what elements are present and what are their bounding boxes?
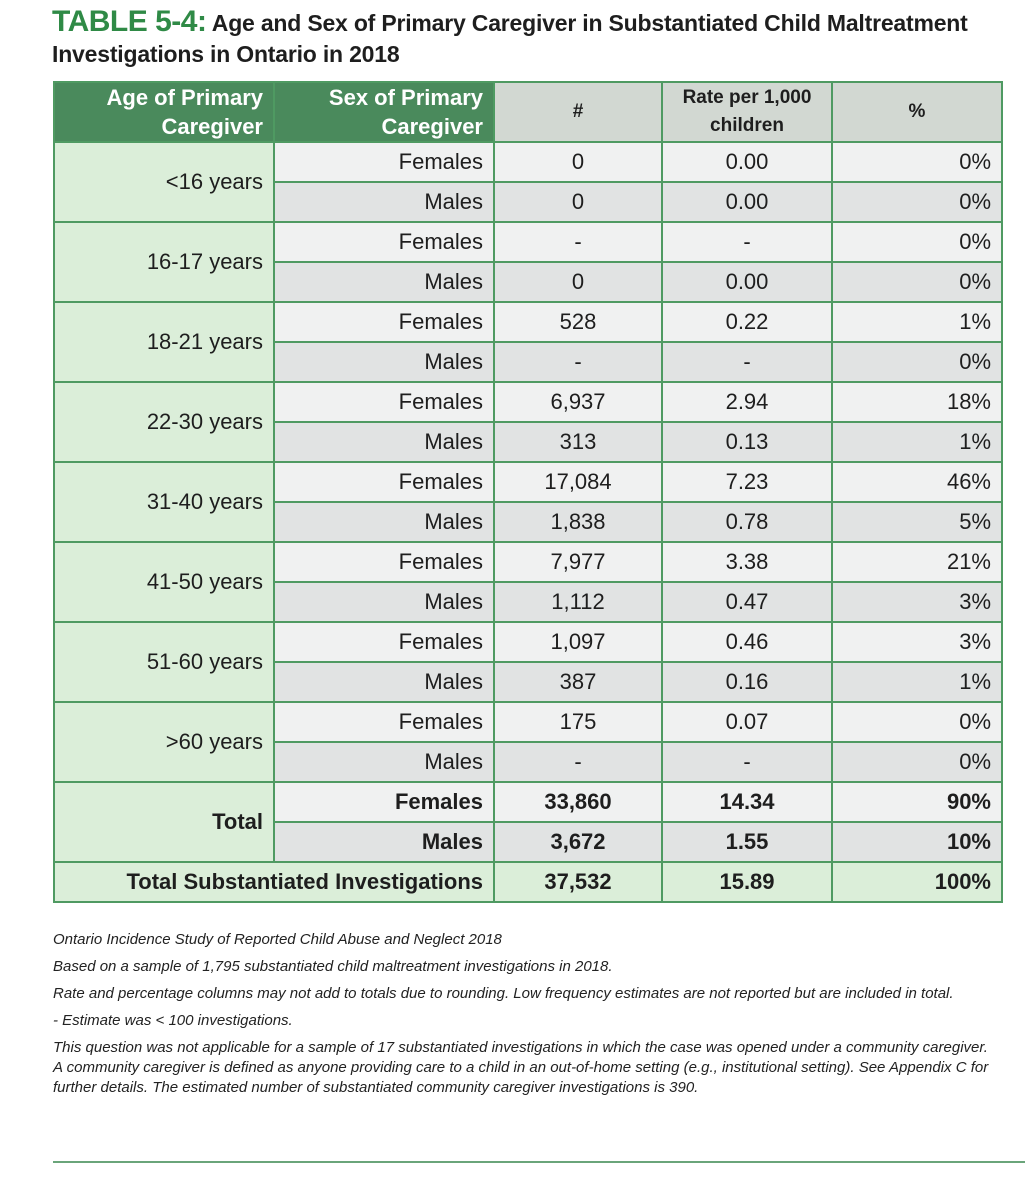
table-number: TABLE 5-4: bbox=[52, 5, 207, 38]
age-group-cell: >60 years bbox=[54, 702, 274, 782]
percent-cell: 21% bbox=[832, 542, 1002, 582]
percent-cell: 0% bbox=[832, 342, 1002, 382]
count-cell: 0 bbox=[494, 262, 662, 302]
header-count: # bbox=[494, 82, 662, 142]
count-cell: 528 bbox=[494, 302, 662, 342]
count-cell: 1,838 bbox=[494, 502, 662, 542]
age-group-cell: 31-40 years bbox=[54, 462, 274, 542]
note-community-caregiver: This question was not applicable for a sample of 17 substantiated investigations in which the case was opened under a community caregiver. A community caregiver is defined as anyone providing care to a child in an out-of-home setting (e.g., institutional setting). See Appendix C for further details. The estimated number of substantiated community caregiver investigations is 390. bbox=[53, 1039, 989, 1096]
sex-cell: Males bbox=[274, 262, 494, 302]
sex-cell: Females bbox=[274, 782, 494, 822]
bottom-divider bbox=[53, 1161, 1025, 1163]
rate-cell: 0.47 bbox=[662, 582, 832, 622]
header-rate: Rate per 1,000 children bbox=[662, 82, 832, 142]
rate-cell: 0.07 bbox=[662, 702, 832, 742]
rate-cell: - bbox=[662, 342, 832, 382]
rate-cell: 2.94 bbox=[662, 382, 832, 422]
count-cell: - bbox=[494, 342, 662, 382]
rate-cell: 0.00 bbox=[662, 262, 832, 302]
count-cell: 0 bbox=[494, 142, 662, 182]
age-group-cell: 22-30 years bbox=[54, 382, 274, 462]
age-group-cell: <16 years bbox=[54, 142, 274, 222]
table-row bbox=[54, 382, 1002, 422]
rate-cell: - bbox=[662, 222, 832, 262]
table-notes bbox=[53, 930, 993, 1105]
grand-total-row bbox=[54, 862, 1002, 902]
rate-cell: 0.78 bbox=[662, 502, 832, 542]
sex-cell: Males bbox=[274, 182, 494, 222]
total-row bbox=[54, 782, 1002, 822]
count-cell: 175 bbox=[494, 702, 662, 742]
count-cell: 313 bbox=[494, 422, 662, 462]
rate-cell: 14.34 bbox=[662, 782, 832, 822]
grand-total-percent: 100% bbox=[832, 862, 1002, 902]
title-line-2: Investigations in Ontario in 2018 bbox=[52, 41, 400, 67]
percent-cell: 10% bbox=[832, 822, 1002, 862]
sex-cell: Females bbox=[274, 702, 494, 742]
count-cell: 0 bbox=[494, 182, 662, 222]
percent-cell: 0% bbox=[832, 182, 1002, 222]
table-row bbox=[54, 622, 1002, 662]
sex-cell: Females bbox=[274, 222, 494, 262]
table-row bbox=[54, 222, 1002, 262]
count-cell: 387 bbox=[494, 662, 662, 702]
sex-cell: Females bbox=[274, 542, 494, 582]
table-row bbox=[54, 462, 1002, 502]
table-row bbox=[54, 142, 1002, 182]
count-cell: - bbox=[494, 222, 662, 262]
header-row bbox=[54, 82, 1002, 142]
rate-cell: 0.16 bbox=[662, 662, 832, 702]
percent-cell: 3% bbox=[832, 622, 1002, 662]
count-cell: 33,860 bbox=[494, 782, 662, 822]
percent-cell: 90% bbox=[832, 782, 1002, 822]
sex-cell: Males bbox=[274, 662, 494, 702]
percent-cell: 0% bbox=[832, 222, 1002, 262]
percent-cell: 46% bbox=[832, 462, 1002, 502]
rate-cell: 0.00 bbox=[662, 182, 832, 222]
caregiver-table bbox=[53, 81, 1003, 903]
sex-cell: Males bbox=[274, 342, 494, 382]
rate-cell: 0.22 bbox=[662, 302, 832, 342]
table-body bbox=[54, 142, 1002, 902]
table-row bbox=[54, 302, 1002, 342]
note-source: Ontario Incidence Study of Reported Child Abuse and Neglect 2018 bbox=[53, 931, 502, 948]
percent-cell: 18% bbox=[832, 382, 1002, 422]
age-group-cell: 18-21 years bbox=[54, 302, 274, 382]
total-label-cell: Total bbox=[54, 782, 274, 862]
count-cell: 3,672 bbox=[494, 822, 662, 862]
header-age: Age of Primary Caregiver bbox=[54, 82, 274, 142]
count-cell: - bbox=[494, 742, 662, 782]
age-group-cell: 51-60 years bbox=[54, 622, 274, 702]
rate-cell: 1.55 bbox=[662, 822, 832, 862]
grand-total-count: 37,532 bbox=[494, 862, 662, 902]
sex-cell: Males bbox=[274, 822, 494, 862]
sex-cell: Males bbox=[274, 582, 494, 622]
sex-cell: Females bbox=[274, 142, 494, 182]
sex-cell: Males bbox=[274, 742, 494, 782]
note-sample: Based on a sample of 1,795 substantiated child maltreatment investigations in 2018. bbox=[53, 958, 613, 975]
percent-cell: 1% bbox=[832, 422, 1002, 462]
percent-cell: 1% bbox=[832, 302, 1002, 342]
sex-cell: Females bbox=[274, 462, 494, 502]
percent-cell: 0% bbox=[832, 742, 1002, 782]
rate-cell: 7.23 bbox=[662, 462, 832, 502]
count-cell: 6,937 bbox=[494, 382, 662, 422]
header-sex: Sex of Primary Caregiver bbox=[274, 82, 494, 142]
percent-cell: 0% bbox=[832, 702, 1002, 742]
count-cell: 17,084 bbox=[494, 462, 662, 502]
sex-cell: Females bbox=[274, 302, 494, 342]
rate-cell: 3.38 bbox=[662, 542, 832, 582]
count-cell: 1,112 bbox=[494, 582, 662, 622]
sex-cell: Females bbox=[274, 382, 494, 422]
percent-cell: 5% bbox=[832, 502, 1002, 542]
sex-cell: Males bbox=[274, 422, 494, 462]
table-row bbox=[54, 702, 1002, 742]
header-percent: % bbox=[832, 82, 1002, 142]
sex-cell: Males bbox=[274, 502, 494, 542]
rate-cell: 0.46 bbox=[662, 622, 832, 662]
percent-cell: 3% bbox=[832, 582, 1002, 622]
grand-total-label: Total Substantiated Investigations bbox=[54, 862, 494, 902]
count-cell: 7,977 bbox=[494, 542, 662, 582]
rate-cell: 0.00 bbox=[662, 142, 832, 182]
table-title bbox=[52, 6, 1012, 70]
title-line-1: Age and Sex of Primary Caregiver in Substantiated Child Maltreatment bbox=[211, 10, 968, 36]
note-rounding: Rate and percentage columns may not add to totals due to rounding. Low frequency estimates are not reported but are included in total. bbox=[53, 985, 954, 1002]
percent-cell: 0% bbox=[832, 142, 1002, 182]
note-estimate: - Estimate was < 100 investigations. bbox=[53, 1012, 293, 1029]
rate-cell: 0.13 bbox=[662, 422, 832, 462]
sex-cell: Females bbox=[274, 622, 494, 662]
percent-cell: 0% bbox=[832, 262, 1002, 302]
age-group-cell: 16-17 years bbox=[54, 222, 274, 302]
age-group-cell: 41-50 years bbox=[54, 542, 274, 622]
count-cell: 1,097 bbox=[494, 622, 662, 662]
table-row bbox=[54, 542, 1002, 582]
percent-cell: 1% bbox=[832, 662, 1002, 702]
grand-total-rate: 15.89 bbox=[662, 862, 832, 902]
rate-cell: - bbox=[662, 742, 832, 782]
